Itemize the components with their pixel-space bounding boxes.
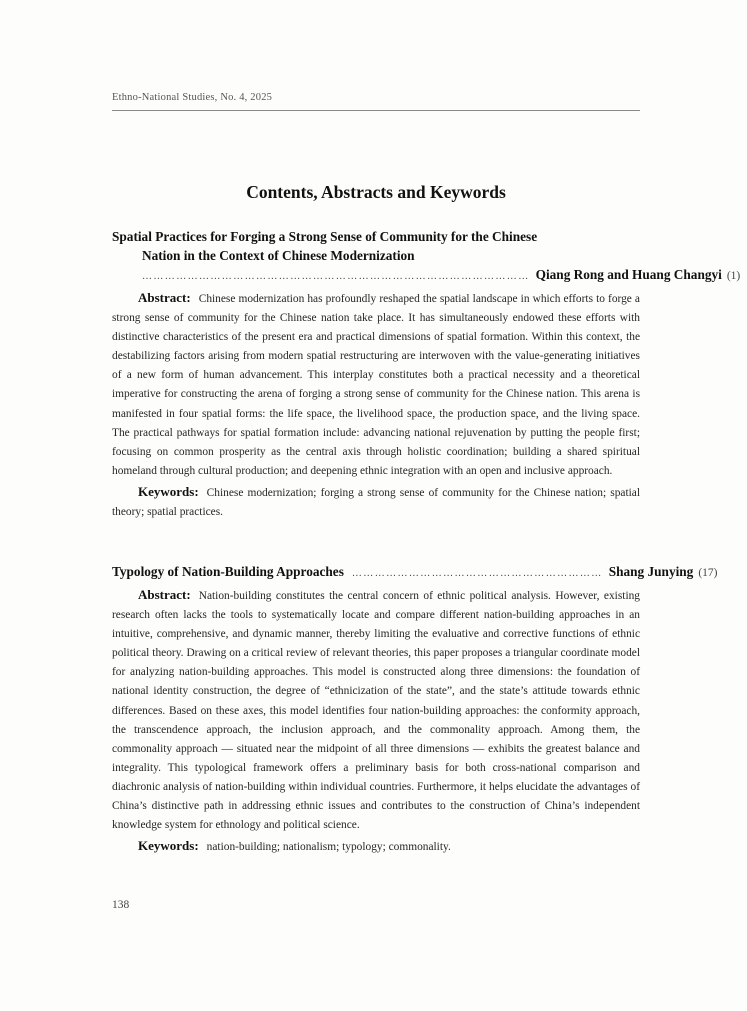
- article-title-row: [112, 562, 718, 583]
- abstract-label: Abstract:: [138, 290, 191, 305]
- header-rule: [112, 110, 640, 111]
- running-head: Ethno-National Studies, No. 4, 2025: [112, 92, 273, 103]
- page-number: 138: [112, 899, 130, 911]
- article-keywords: [112, 482, 640, 522]
- article-keywords: [112, 836, 640, 857]
- keywords-text: Chinese modernization; forging a strong sense of community for the Chinese nation; spatial theory; spatial practices.: [112, 486, 640, 519]
- page-title: Contents, Abstracts and Keywords: [246, 182, 506, 202]
- leader-dots: …………………………………………………………: [351, 568, 603, 579]
- article-title-line: Spatial Practices for Forging a Strong Sense of Community for the Chinese: [112, 229, 538, 244]
- abstract-label: Abstract:: [138, 587, 191, 602]
- abstract-text: Chinese modernization has profoundly reshaped the spatial landscape in which efforts to forge a strong sense of community for the Chinese nation take place. It has simultaneously endowed these efforts with distinctive characteristics of the present era and practical dimensions of spatial formation. Within this context, the destabilizing factors arising from modern spatial restructuring are interwoven with the value-generating initiatives of a new form of human advancement. This interplay constitutes both a practical necessity and a theoretical imperative for constructing the arena of forging a strong sense of community for the Chinese nation. This arena is manifested in four spatial forms: the life space, the livelihood space, the production space, and the living space. The practical pathways for spatial formation include: advancing national rejuvenation by putting the people first; focusing on common prosperity as the central axis through holistic coordination; building a shared spiritual homeland through cultural production; and deepening ethnic integration with an open and inclusive approach.: [112, 293, 640, 477]
- article-authors: Shang Junying: [608, 564, 694, 579]
- keywords-text: nation-building; nationalism; typology; commonality.: [206, 841, 451, 854]
- article-title: [112, 227, 640, 265]
- article-entry: [112, 562, 718, 857]
- keywords-label: Keywords:: [138, 483, 199, 499]
- article-abstract: [112, 585, 640, 835]
- leader-dots: …………………………………………………………………………………………: [142, 271, 530, 282]
- article-abstract: [112, 288, 640, 481]
- abstract-text: Nation-building constitutes the central concern of ethnic political analysis. However, existing research often lacks the tools to systematically locate and compare different nation-building approaches in an intuitive, comprehensive, and dynamic manner, thereby limiting the evaluative and corrective functions of ethnic political theory. Drawing on a critical review of relevant theories, this paper proposes a triangular coordinate model for analyzing nation-building approaches. This model is constructed along three dimensions: the foundation of national identity construction, the degree of “ethnicization of the state”, and the state’s attitude towards ethnic differences. Based on these axes, this model identifies four nation-building approaches: the conformity approach, the transcendence approach, the inclusion approach, and the commonality approach. Among them, the commonality approach — situated near the midpoint of all three dimensions — exhibits the greatest balance and integrality. This typological framework offers a preliminary basis for both cross-national comparison and diachronic analysis of nation-building within individual countries. Furthermore, it helps elucidate the advantages of China’s distinctive path in addressing ethnic issues and contributes to the construction of China’s independent knowledge system for ethnology and political science.: [112, 590, 640, 832]
- article-byline: [112, 265, 741, 286]
- keywords-label: Keywords:: [138, 838, 199, 854]
- article-page-number: (17): [698, 567, 718, 579]
- article-entry: [112, 227, 741, 522]
- article-page-number: (1): [726, 270, 741, 282]
- article-authors: Qiang Rong and Huang Changyi: [535, 267, 722, 282]
- article-title-line: Nation in the Context of Chinese Modernization: [142, 248, 415, 263]
- article-title: Typology of Nation-Building Approaches: [112, 564, 344, 579]
